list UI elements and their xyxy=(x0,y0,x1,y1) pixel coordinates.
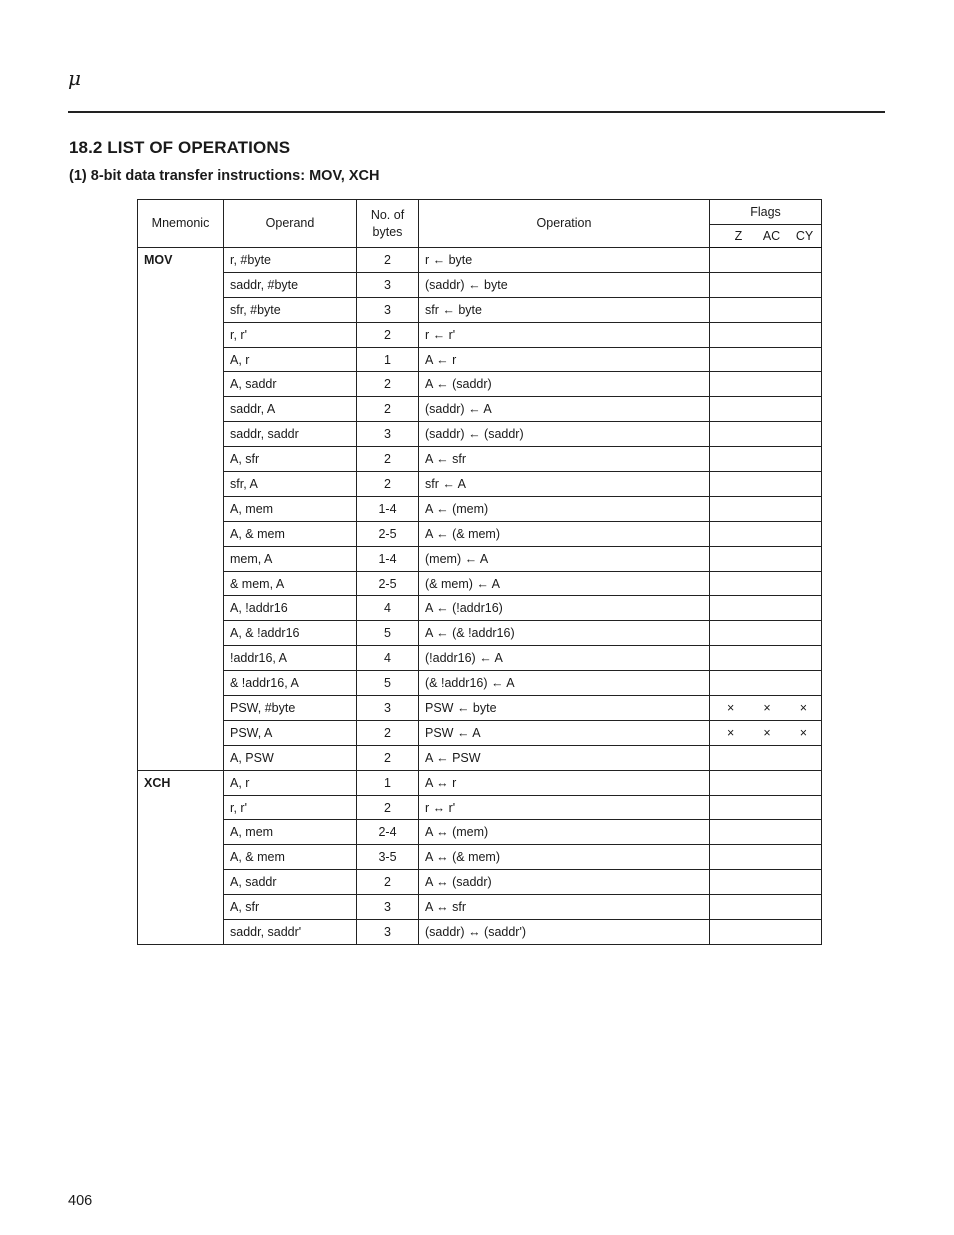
bytes-cell: 3 xyxy=(357,920,419,945)
bytes-cell: 3 xyxy=(357,297,419,322)
operand-cell: A, !addr16 xyxy=(224,596,357,621)
flags-cell xyxy=(710,322,822,347)
operand-cell: A, sfr xyxy=(224,895,357,920)
operand-cell: A, saddr xyxy=(224,372,357,397)
flags-cell xyxy=(710,272,822,297)
bytes-cell: 3 xyxy=(357,895,419,920)
bytes-cell: 2 xyxy=(357,745,419,770)
table-row xyxy=(138,596,822,621)
bytes-cell: 2-5 xyxy=(357,521,419,546)
table-row xyxy=(138,845,822,870)
table-row xyxy=(138,496,822,521)
flags-cell xyxy=(710,546,822,571)
bytes-cell: 3 xyxy=(357,422,419,447)
flags-cell xyxy=(710,895,822,920)
bytes-cell: 2 xyxy=(357,870,419,895)
operation-cell: A ↔ r xyxy=(419,770,710,795)
operation-cell: A ← PSW xyxy=(419,745,710,770)
operand-cell: saddr, saddr xyxy=(224,422,357,447)
operation-cell: A ← (& !addr16) xyxy=(419,621,710,646)
flags-cell xyxy=(710,770,822,795)
bytes-cell: 2 xyxy=(357,795,419,820)
bytes-cell: 2 xyxy=(357,472,419,497)
flags-cell xyxy=(710,795,822,820)
operand-cell: A, r xyxy=(224,770,357,795)
operand-cell: r, r' xyxy=(224,795,357,820)
flags-cell xyxy=(710,422,822,447)
operand-cell: A, mem xyxy=(224,496,357,521)
header-mnemonic: Mnemonic xyxy=(138,200,224,248)
table-row xyxy=(138,745,822,770)
bytes-cell: 4 xyxy=(357,596,419,621)
operation-cell: A ← (saddr) xyxy=(419,372,710,397)
table-row xyxy=(138,422,822,447)
table-row xyxy=(138,870,822,895)
flags-cell xyxy=(710,571,822,596)
operation-cell: PSW ← byte xyxy=(419,696,710,721)
page-number: 406 xyxy=(68,1193,93,1209)
flags-cell xyxy=(710,521,822,546)
table-row xyxy=(138,347,822,372)
flags-cell xyxy=(710,447,822,472)
bytes-cell: 5 xyxy=(357,671,419,696)
operation-cell: (saddr) ↔ (saddr') xyxy=(419,920,710,945)
flags-cell xyxy=(710,696,822,721)
operand-cell: saddr, A xyxy=(224,397,357,422)
operand-cell: !addr16, A xyxy=(224,646,357,671)
table-row xyxy=(138,521,822,546)
flag-cy-value: × xyxy=(799,700,807,715)
operand-cell: A, mem xyxy=(224,820,357,845)
header-bytes xyxy=(357,200,419,248)
header-mu-mark: μ xyxy=(68,66,81,90)
operations-table xyxy=(137,199,822,945)
bytes-cell: 1-4 xyxy=(357,496,419,521)
flags-cell xyxy=(710,372,822,397)
bytes-cell: 5 xyxy=(357,621,419,646)
operation-cell: A ← (& mem) xyxy=(419,521,710,546)
operand-cell: PSW, A xyxy=(224,720,357,745)
table-row xyxy=(138,447,822,472)
header-rule xyxy=(68,111,885,113)
operation-cell: A ↔ (saddr) xyxy=(419,870,710,895)
operand-cell: saddr, saddr' xyxy=(224,920,357,945)
operation-cell: (mem) ← A xyxy=(419,546,710,571)
operation-cell: A ← (!addr16) xyxy=(419,596,710,621)
operation-cell: (& !addr16) ← A xyxy=(419,671,710,696)
flag-ac-value: × xyxy=(763,725,771,740)
operation-cell: (saddr) ← byte xyxy=(419,272,710,297)
table-row xyxy=(138,297,822,322)
flags-cell xyxy=(710,870,822,895)
operation-cell: sfr ← byte xyxy=(419,297,710,322)
table-row xyxy=(138,770,822,795)
operand-cell: A, sfr xyxy=(224,447,357,472)
table-row xyxy=(138,671,822,696)
flags-cell xyxy=(710,820,822,845)
flag-cy-value: × xyxy=(799,725,807,740)
operation-cell: (saddr) ← A xyxy=(419,397,710,422)
flags-cell xyxy=(710,720,822,745)
operand-cell: A, PSW xyxy=(224,745,357,770)
operation-cell: (& mem) ← A xyxy=(419,571,710,596)
operation-cell: (saddr) ← (saddr) xyxy=(419,422,710,447)
flags-cell xyxy=(710,646,822,671)
flags-cell xyxy=(710,248,822,273)
flag-z-value: × xyxy=(727,700,735,715)
section-title: 18.2 LIST OF OPERATIONS xyxy=(69,138,291,157)
header-operand: Operand xyxy=(224,200,357,248)
table-row xyxy=(138,720,822,745)
bytes-cell: 2-5 xyxy=(357,571,419,596)
table-row xyxy=(138,472,822,497)
flags-cell xyxy=(710,621,822,646)
flags-cell xyxy=(710,745,822,770)
flags-cell xyxy=(710,496,822,521)
flag-ac-value: × xyxy=(763,700,771,715)
bytes-cell: 3 xyxy=(357,272,419,297)
header-flag-columns xyxy=(710,225,822,248)
operand-cell: PSW, #byte xyxy=(224,696,357,721)
operand-cell: sfr, #byte xyxy=(224,297,357,322)
operation-cell: A ↔ (& mem) xyxy=(419,845,710,870)
table-row xyxy=(138,696,822,721)
header-operation: Operation xyxy=(419,200,710,248)
table-row xyxy=(138,795,822,820)
mnemonic-cell: MOV xyxy=(138,248,224,771)
operation-cell: A ← (mem) xyxy=(419,496,710,521)
operand-cell: r, r' xyxy=(224,322,357,347)
operation-cell: sfr ← A xyxy=(419,472,710,497)
operand-cell: sfr, A xyxy=(224,472,357,497)
bytes-cell: 2 xyxy=(357,322,419,347)
header-flag-cy: CY xyxy=(795,228,814,243)
bytes-cell: 2 xyxy=(357,720,419,745)
header-bytes-line2: bytes xyxy=(372,224,403,239)
table-row xyxy=(138,646,822,671)
operand-cell: A, & mem xyxy=(224,845,357,870)
operations-table-body xyxy=(138,248,822,945)
table-row xyxy=(138,820,822,845)
operation-cell: (!addr16) ← A xyxy=(419,646,710,671)
operand-cell: saddr, #byte xyxy=(224,272,357,297)
table-row xyxy=(138,372,822,397)
operation-cell: r ← byte xyxy=(419,248,710,273)
header-bytes-line1: No. of xyxy=(370,207,405,222)
operand-cell: r, #byte xyxy=(224,248,357,273)
table-row xyxy=(138,272,822,297)
operand-cell: mem, A xyxy=(224,546,357,571)
operand-cell: A, & mem xyxy=(224,521,357,546)
flags-cell xyxy=(710,297,822,322)
bytes-cell: 1-4 xyxy=(357,546,419,571)
table-row xyxy=(138,621,822,646)
flags-cell xyxy=(710,397,822,422)
operand-cell: A, r xyxy=(224,347,357,372)
mnemonic-cell: XCH xyxy=(138,770,224,944)
bytes-cell: 1 xyxy=(357,770,419,795)
operation-cell: r ↔ r' xyxy=(419,795,710,820)
operand-cell: A, saddr xyxy=(224,870,357,895)
bytes-cell: 2 xyxy=(357,397,419,422)
operation-cell: A ← r xyxy=(419,347,710,372)
table-row xyxy=(138,920,822,945)
operation-cell: PSW ← A xyxy=(419,720,710,745)
header-flags: Flags xyxy=(710,200,822,225)
operation-cell: A ← sfr xyxy=(419,447,710,472)
operation-cell: r ← r' xyxy=(419,322,710,347)
table-row xyxy=(138,322,822,347)
flags-cell xyxy=(710,920,822,945)
table-row xyxy=(138,546,822,571)
flags-cell xyxy=(710,671,822,696)
bytes-cell: 2-4 xyxy=(357,820,419,845)
table-row xyxy=(138,895,822,920)
bytes-cell: 3 xyxy=(357,696,419,721)
flags-cell xyxy=(710,347,822,372)
bytes-cell: 1 xyxy=(357,347,419,372)
table-row xyxy=(138,248,822,273)
table-row xyxy=(138,571,822,596)
operation-cell: A ↔ sfr xyxy=(419,895,710,920)
operand-cell: A, & !addr16 xyxy=(224,621,357,646)
table-row xyxy=(138,397,822,422)
flags-cell xyxy=(710,845,822,870)
operation-cell: A ↔ (mem) xyxy=(419,820,710,845)
operand-cell: & mem, A xyxy=(224,571,357,596)
bytes-cell: 2 xyxy=(357,447,419,472)
flags-cell xyxy=(710,472,822,497)
bytes-cell: 4 xyxy=(357,646,419,671)
flag-z-value: × xyxy=(727,725,735,740)
flags-cell xyxy=(710,596,822,621)
header-flag-z: Z xyxy=(734,228,743,243)
operand-cell: & !addr16, A xyxy=(224,671,357,696)
subsection-title: (1) 8-bit data transfer instructions: MOV, XCH xyxy=(69,168,380,184)
bytes-cell: 2 xyxy=(357,248,419,273)
bytes-cell: 3-5 xyxy=(357,845,419,870)
bytes-cell: 2 xyxy=(357,372,419,397)
header-flag-ac: AC xyxy=(762,228,781,243)
